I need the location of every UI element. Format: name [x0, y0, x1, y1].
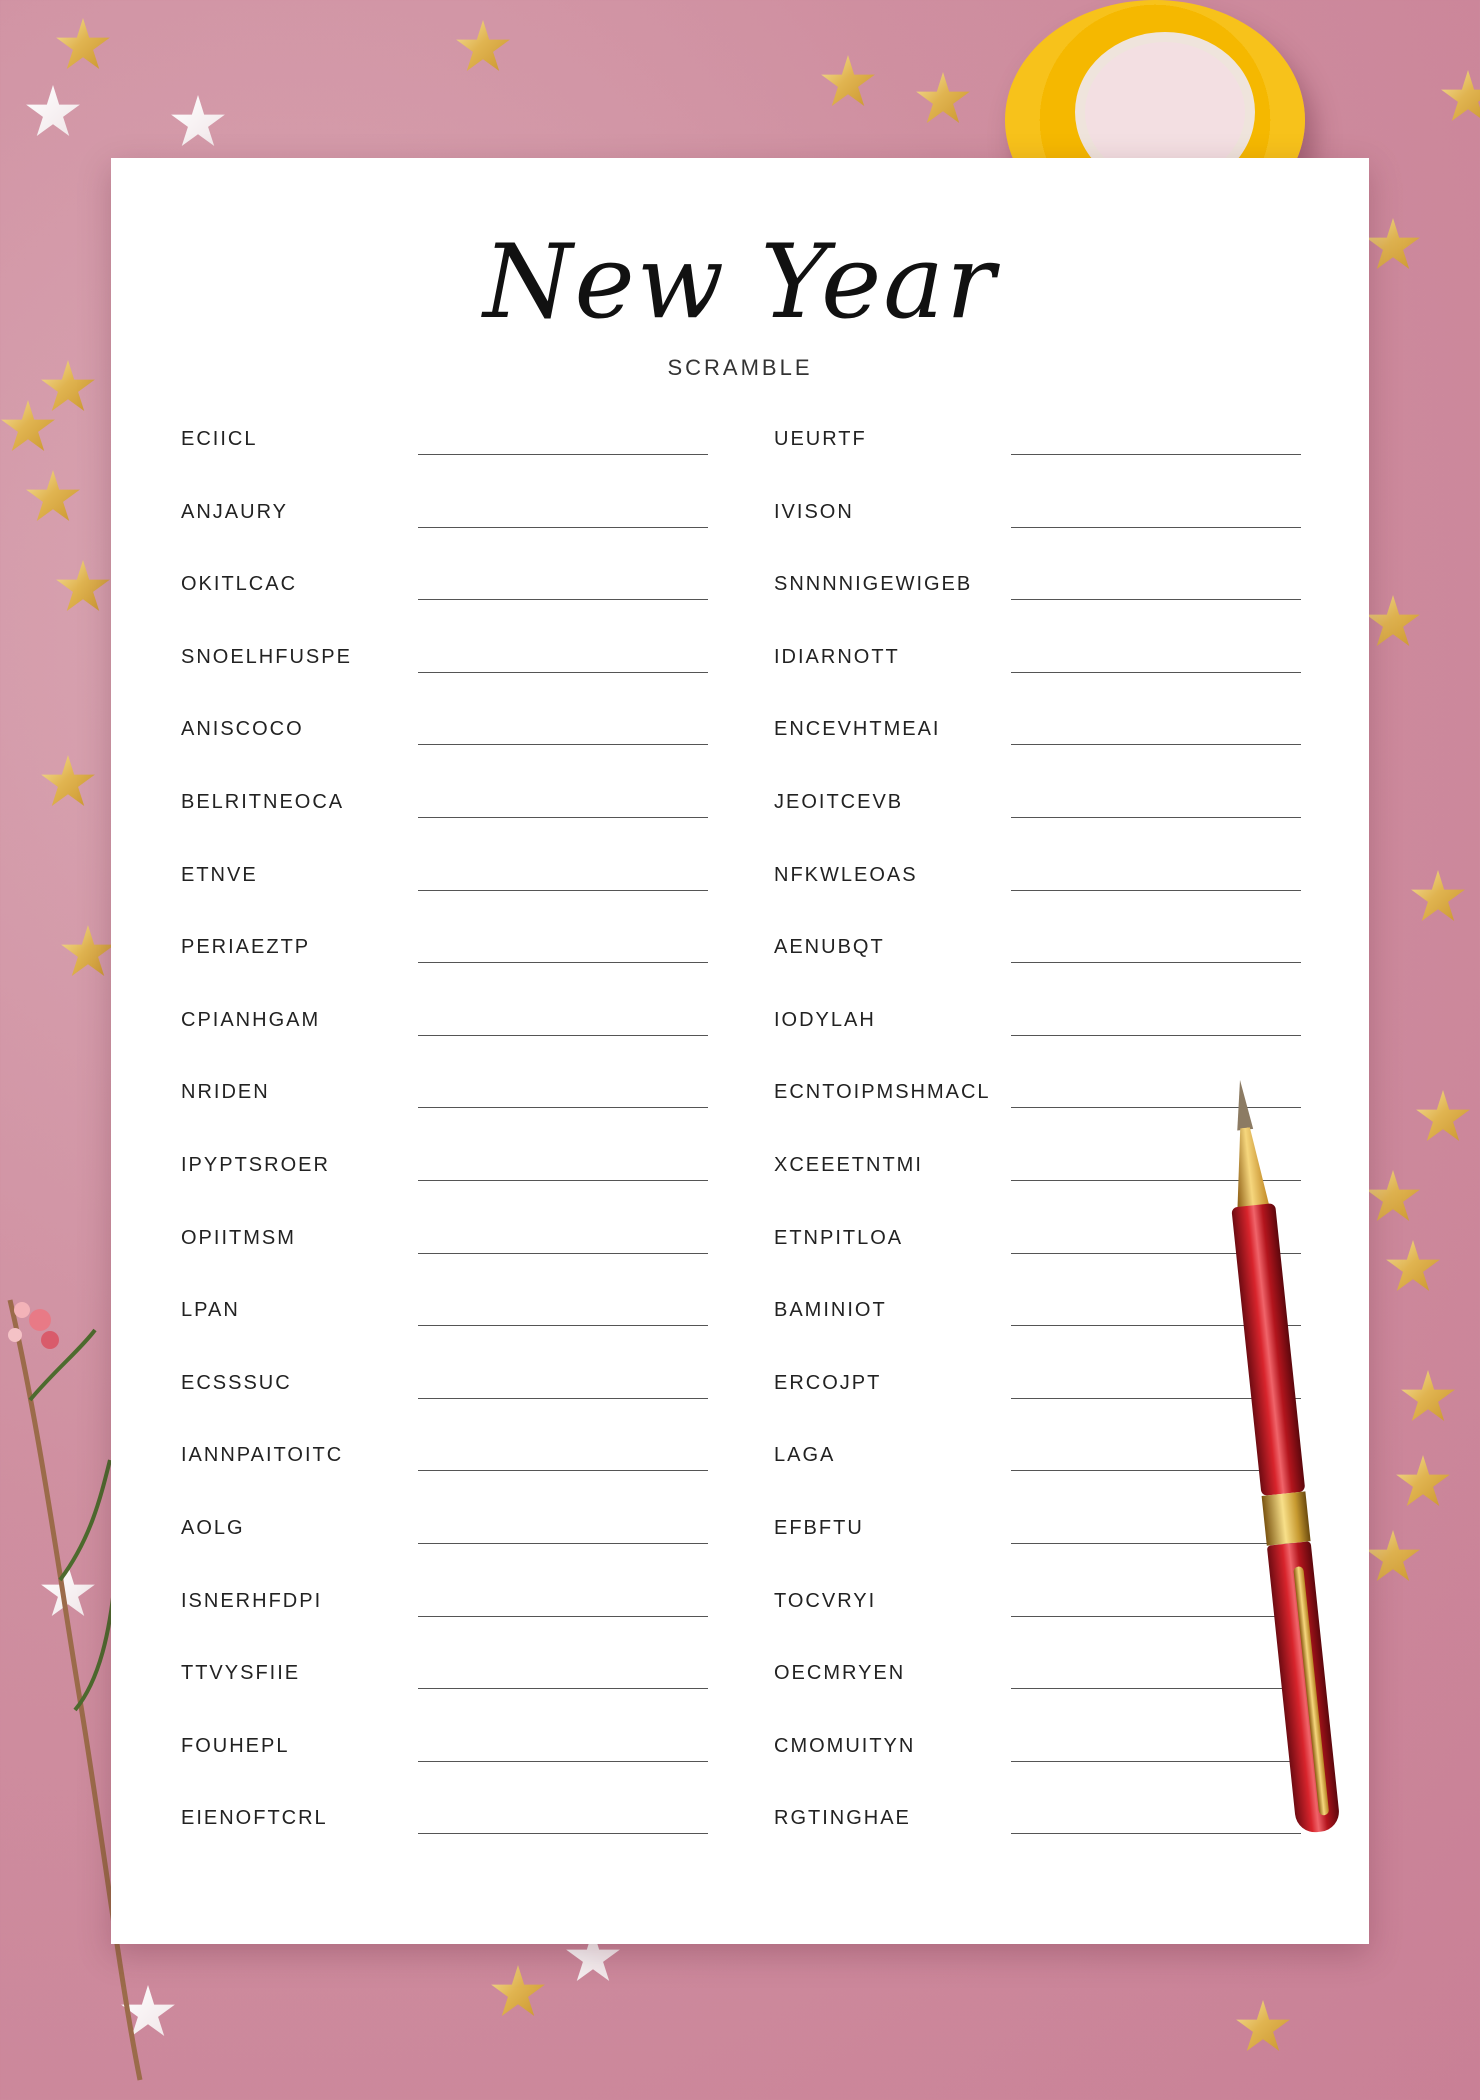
answer-line[interactable] — [418, 1470, 708, 1471]
scrambled-word: ISNERHFDPI — [181, 1589, 323, 1612]
answer-line[interactable] — [1011, 672, 1301, 673]
left-word-column — [181, 428, 741, 1880]
answer-line[interactable] — [418, 1688, 708, 1689]
scramble-row — [774, 864, 1334, 937]
answer-line[interactable] — [418, 599, 708, 600]
answer-line[interactable] — [1011, 1035, 1301, 1036]
star-icon — [1415, 1090, 1471, 1146]
page-subtitle: SCRAMBLE — [667, 355, 813, 380]
scramble-row — [774, 573, 1334, 646]
star-icon — [1365, 1530, 1421, 1586]
answer-line[interactable] — [1011, 1761, 1301, 1762]
answer-line[interactable] — [1011, 1616, 1301, 1617]
scrambled-word: IVISON — [774, 500, 854, 523]
star-icon — [1385, 1240, 1441, 1296]
scrambled-word: ERCOJPT — [774, 1371, 882, 1394]
scrambled-word: OKITLCAC — [181, 573, 298, 596]
scrambled-word: SNNNNIGEWIGEB — [774, 573, 973, 596]
scrambled-word: EFBFTU — [774, 1516, 864, 1539]
scramble-row — [181, 936, 741, 1009]
scrambled-word: LAGA — [774, 1444, 836, 1467]
scramble-row — [181, 1081, 741, 1154]
scramble-row — [181, 864, 741, 937]
answer-line[interactable] — [418, 1325, 708, 1326]
scrambled-word: UEURTF — [774, 428, 867, 450]
scrambled-word: EIENOFTCRL — [181, 1807, 328, 1830]
scrambled-word: AENUBQT — [774, 936, 885, 959]
star-icon — [25, 85, 81, 141]
scramble-row — [774, 646, 1334, 719]
answer-line[interactable] — [418, 672, 708, 673]
scrambled-word: IDIARNOTT — [774, 645, 900, 668]
answer-line[interactable] — [1011, 527, 1301, 528]
answer-line[interactable] — [418, 962, 708, 963]
scrambled-word: CPIANHGAM — [181, 1008, 321, 1031]
scramble-row — [774, 1662, 1334, 1735]
star-icon — [455, 20, 511, 76]
answer-line[interactable] — [418, 1180, 708, 1181]
star-icon — [170, 95, 226, 151]
scrambled-word: NRIDEN — [181, 1081, 270, 1104]
scrambled-word: ETNPITLOA — [774, 1226, 904, 1249]
star-icon — [1440, 70, 1480, 126]
scrambled-word: TOCVRYI — [774, 1589, 877, 1612]
star-icon — [1365, 1170, 1421, 1226]
answer-line[interactable] — [1011, 817, 1301, 818]
scrambled-word: IODYLAH — [774, 1008, 876, 1031]
star-icon — [55, 18, 111, 74]
scramble-row — [181, 573, 741, 646]
scramble-row — [181, 718, 741, 791]
scrambled-word: CMOMUITYN — [774, 1734, 916, 1757]
scrambled-word: OPIITMSM — [181, 1226, 296, 1249]
answer-line[interactable] — [418, 1543, 708, 1544]
scrambled-word: ECIICL — [181, 428, 258, 450]
scramble-row — [181, 1517, 741, 1590]
scrambled-word: TTVYSFIIE — [181, 1662, 301, 1685]
scramble-row — [181, 1444, 741, 1517]
scramble-row — [774, 1590, 1334, 1663]
worksheet-paper — [111, 158, 1369, 1944]
page-title: New Year — [483, 223, 997, 342]
scrambled-word: IPYPTSROER — [181, 1153, 330, 1176]
star-icon — [490, 1965, 546, 2021]
answer-line[interactable] — [1011, 1470, 1301, 1471]
scrambled-word: ENCEVHTMEAI — [774, 718, 941, 741]
star-icon — [1235, 2000, 1291, 2056]
scramble-row — [774, 428, 1334, 501]
scramble-row — [181, 791, 741, 864]
star-icon — [25, 470, 81, 526]
scrambled-word: NFKWLEOAS — [774, 863, 918, 886]
scramble-row — [181, 428, 741, 501]
answer-line[interactable] — [418, 1833, 708, 1834]
answer-line[interactable] — [418, 744, 708, 745]
scrambled-word: SNOELHFUSPE — [181, 645, 352, 668]
answer-line[interactable] — [1011, 962, 1301, 963]
star-icon — [1395, 1455, 1451, 1511]
star-icon — [820, 55, 876, 111]
star-icon — [55, 560, 111, 616]
answer-line[interactable] — [418, 1253, 708, 1254]
star-icon — [915, 72, 971, 128]
pen-cone — [1229, 1126, 1269, 1209]
answer-line[interactable] — [1011, 454, 1301, 455]
star-icon — [1365, 595, 1421, 651]
scrambled-word: PERIAEZTP — [181, 936, 311, 959]
scrambled-word: FOUHEPL — [181, 1734, 290, 1757]
scrambled-word: RGTINGHAE — [774, 1807, 911, 1830]
scrambled-word: BELRITNEOCA — [181, 790, 345, 813]
star-icon — [40, 755, 96, 811]
scramble-row — [774, 1807, 1334, 1880]
scrambled-word: ANJAURY — [181, 500, 288, 523]
scramble-row — [774, 1444, 1334, 1517]
answer-line[interactable] — [1011, 1688, 1301, 1689]
scramble-row — [774, 1517, 1334, 1590]
answer-line[interactable] — [418, 1761, 708, 1762]
scrambled-word: LPAN — [181, 1299, 240, 1322]
scrambled-word: OECMRYEN — [774, 1662, 906, 1685]
scramble-row — [181, 1009, 741, 1082]
answer-line[interactable] — [418, 1398, 708, 1399]
answer-line[interactable] — [418, 817, 708, 818]
answer-line[interactable] — [418, 527, 708, 528]
scrambled-word: AOLG — [181, 1516, 245, 1539]
scramble-row — [181, 1662, 741, 1735]
scrambled-word: IANNPAITOITC — [181, 1444, 344, 1467]
scramble-row — [181, 501, 741, 574]
scramble-row — [774, 1009, 1334, 1082]
scramble-row — [774, 1735, 1334, 1808]
answer-line[interactable] — [418, 890, 708, 891]
answer-line[interactable] — [1011, 890, 1301, 891]
pen-tip — [1232, 1079, 1253, 1130]
scrambled-word: ETNVE — [181, 863, 258, 886]
pen-band — [1262, 1491, 1311, 1545]
scrambled-word: ANISCOCO — [181, 718, 304, 741]
scramble-row — [181, 1372, 741, 1445]
answer-line[interactable] — [1011, 1833, 1301, 1834]
star-icon — [0, 400, 56, 456]
star-icon — [60, 925, 116, 981]
answer-line[interactable] — [1011, 599, 1301, 600]
scrambled-word: ECSSSUC — [181, 1371, 292, 1394]
star-icon — [40, 360, 96, 416]
scrambled-word: XCEEETNTMI — [774, 1153, 923, 1176]
scramble-row — [181, 1299, 741, 1372]
answer-line[interactable] — [1011, 744, 1301, 745]
answer-line[interactable] — [418, 454, 708, 455]
star-icon — [1400, 1370, 1456, 1426]
scramble-row — [181, 1735, 741, 1808]
star-icon — [1410, 870, 1466, 926]
scramble-row — [774, 501, 1334, 574]
scramble-row — [774, 791, 1334, 864]
scrambled-word: JEOITCEVB — [774, 790, 904, 813]
scrambled-word: ECNTOIPMSHMACL — [774, 1081, 991, 1104]
scramble-row — [181, 1590, 741, 1663]
scrambled-word: BAMINIOT — [774, 1299, 887, 1322]
answer-line[interactable] — [418, 1035, 708, 1036]
answer-line[interactable] — [1011, 1543, 1301, 1544]
star-icon — [1365, 218, 1421, 274]
scramble-row — [774, 936, 1334, 1009]
answer-line[interactable] — [418, 1616, 708, 1617]
scramble-row — [774, 718, 1334, 791]
scramble-row — [181, 1227, 741, 1300]
answer-line[interactable] — [418, 1107, 708, 1108]
scramble-row — [181, 646, 741, 719]
scramble-row — [181, 1154, 741, 1227]
scramble-row — [181, 1807, 741, 1880]
